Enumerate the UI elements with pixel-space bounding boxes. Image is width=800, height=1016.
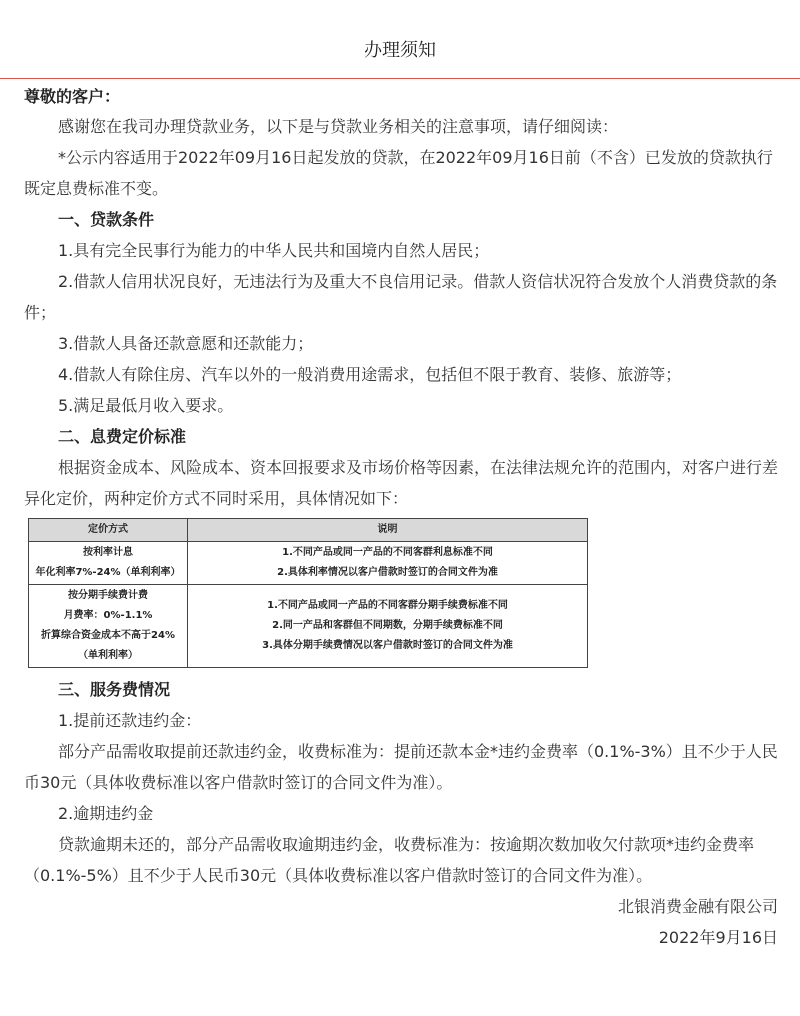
page-header: [0, 0, 800, 79]
condition-item-2: 2.借款人信用状况良好，无违法行为及重大不良信用记录。借款人资信状况符合发放个人消费贷款的条件；: [24, 272, 778, 322]
section3-heading: 三、服务费情况: [58, 680, 171, 699]
table-cell-method: [29, 542, 188, 585]
condition-item-5: 5.满足最低月收入要求。: [58, 396, 234, 415]
pricing-intro: 根据资金成本、风险成本、资本回报要求及市场价格等因素，在法律法规允许的范围内，对客户进行差异化定价，两种定价方式不同时采用，具体情况如下：: [24, 458, 779, 508]
company-name: 北银消费金融有限公司: [617, 897, 778, 916]
table-cell-desc: [188, 585, 588, 668]
condition-item-4: 4.借款人有除住房、汽车以外的一般消费用途需求，包括但不限于教育、装修、旅游等；: [58, 365, 682, 384]
cell-line: 按分期手续费计费: [68, 590, 148, 601]
table-cell-method: [29, 585, 188, 668]
intro-text: 感谢您在我司办理贷款业务，以下是与贷款业务相关的注意事项，请仔细阅读：: [58, 117, 619, 136]
table-cell-desc: [188, 542, 588, 585]
page-title: 办理须知: [364, 40, 436, 61]
cell-line: 2.同一产品和客群但不同期数，分期手续费标准不同: [272, 620, 503, 631]
cell-line: 月费率：0%-1.1%: [63, 610, 153, 621]
section1-heading: 一、贷款条件: [58, 210, 155, 229]
prepayment-title: 1.提前还款违约金：: [58, 711, 202, 730]
condition-item-3: 3.借款人具备还款意愿和还款能力；: [58, 334, 314, 353]
cell-line: 3.具体分期手续费情况以客户借款时签订的合同文件为准: [262, 640, 513, 651]
overdue-title: 2.逾期违约金: [58, 804, 154, 823]
cell-line: 2.具体利率情况以客户借款时签订的合同文件为准: [277, 567, 498, 578]
cell-line: 年化利率7%-24%（单利利率）: [35, 567, 181, 578]
cell-line: 折算综合资金成本不高于24%: [41, 630, 175, 641]
cell-line: 1.不同产品或同一产品的不同客群分期手续费标准不同: [267, 600, 508, 611]
prepayment-text: 部分产品需收取提前还款违约金，收费标准为：提前还款本金*违约金费率（0.1%-3%）且不少于人民币30元（具体收费标准以客户借款时签订的合同文件为准）。: [24, 742, 778, 792]
table-row: [29, 542, 588, 585]
table-header-row: [29, 519, 588, 542]
notice-date: 2022年9月16日: [658, 928, 778, 947]
notice-content: [24, 82, 778, 953]
greeting: 尊敬的客户：: [24, 87, 121, 106]
table-header-desc: 说明: [188, 519, 588, 542]
cell-line: （单利利率）: [78, 650, 138, 661]
overdue-text: 贷款逾期未还的，部分产品需收取逾期违约金，收费标准为：按逾期次数加收欠付款项*违约金费率（0.1%-5%）且不少于人民币30元（具体收费标准以客户借款时签订的合同文件为准）。: [24, 835, 755, 885]
table-header-method: 定价方式: [29, 519, 188, 542]
section2-heading: 二、息费定价标准: [58, 427, 187, 446]
cell-line: 按利率计息: [83, 547, 133, 558]
condition-item-1: 1.具有完全民事行为能力的中华人民共和国境内自然人居民；: [58, 241, 490, 260]
cell-line: 1.不同产品或同一产品的不同客群利息标准不同: [282, 547, 493, 558]
table-row: [29, 585, 588, 668]
notice-text: *公示内容适用于2022年09月16日起发放的贷款，在2022年09月16日前（不含）已发放的贷款执行既定息费标准不变。: [24, 148, 773, 198]
pricing-table: [28, 518, 588, 668]
